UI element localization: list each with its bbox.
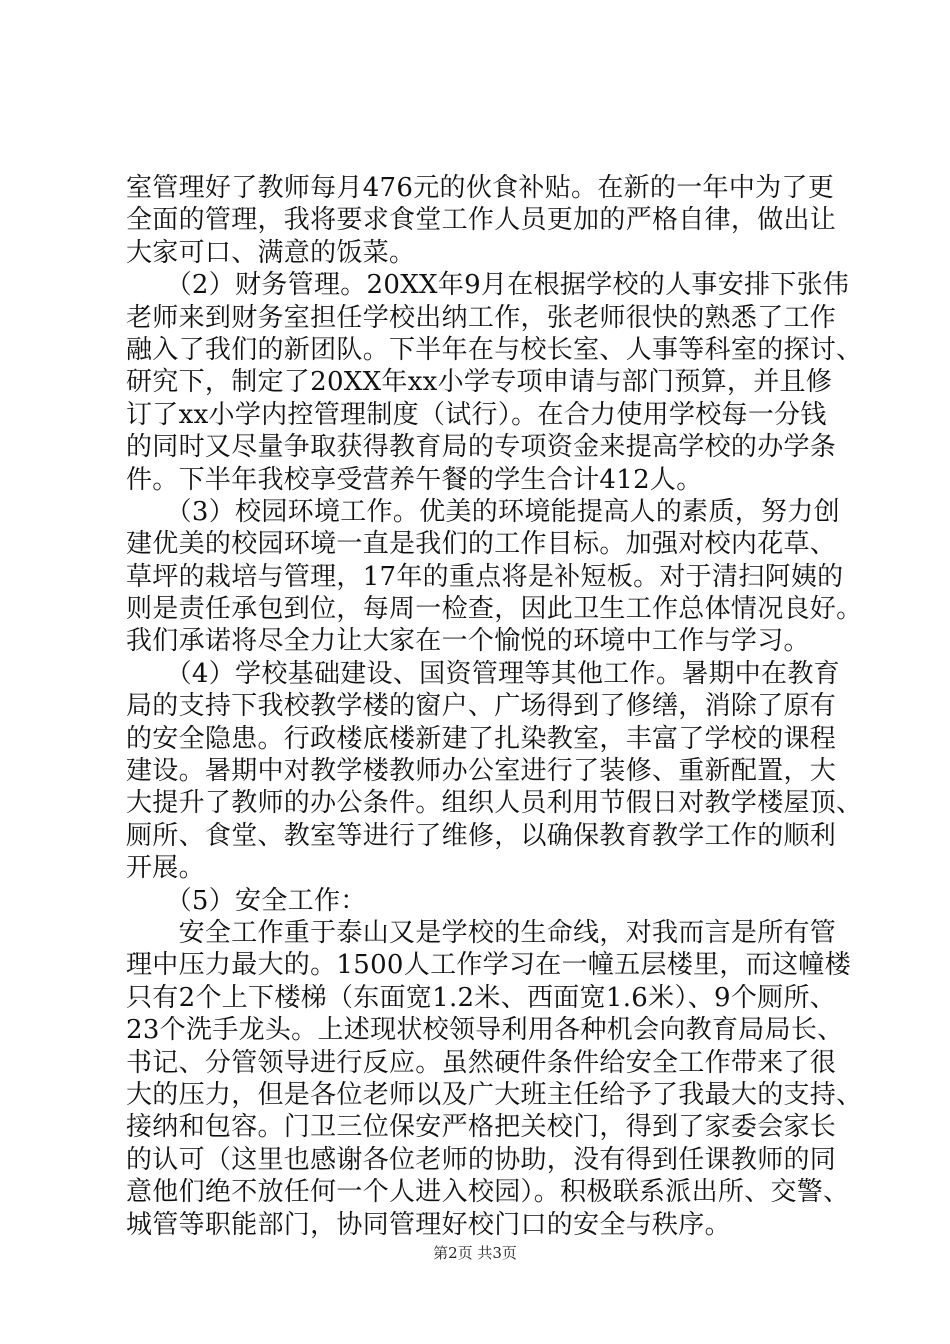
- text-line: 的同时又尽量争取获得教育局的专项资金来提高学校的办学条: [126, 432, 837, 463]
- text-line: 理中压力最大的。1500人工作学习在一幢五层楼里，而这幢楼: [126, 950, 851, 981]
- text-line: （3）校园环境工作。优美的环境能提高人的素质，努力创: [126, 496, 840, 527]
- text-line: 则是责任承包到位，每周一检查，因此卫生工作总体情况良好。: [126, 594, 863, 625]
- text-line: 件。下半年我校享受营养午餐的学生合计412人。: [126, 464, 703, 495]
- text-line: 安全工作重于泰山又是学校的生命线，对我而言是所有管: [126, 917, 837, 948]
- page-number-footer: 第2页 共3页: [433, 1244, 517, 1262]
- text-line: 局的支持下我校教学楼的窗户、广场得到了修缮，消除了原有: [126, 691, 837, 722]
- text-line: 融入了我们的新团队。下半年在与校长室、人事等科室的探讨、: [126, 334, 863, 365]
- text-line: 研究下，制定了20XX年xx小学专项申请与部门预算，并且修: [126, 367, 833, 398]
- text-line: 我们承诺将尽全力让大家在一个愉悦的环境中工作与学习。: [126, 626, 810, 657]
- text-line: 老师来到财务室担任学校出纳工作，张老师很快的熟悉了工作: [126, 302, 837, 333]
- text-line: （5）安全工作：: [126, 885, 367, 916]
- text-line: 大家可口、满意的饭菜。: [126, 237, 416, 268]
- text-line: 23个洗手龙头。上述现状校领导利用各种机会向教育局局长、: [126, 1015, 844, 1046]
- text-line: （2）财务管理。20XX年9月在根据学校的人事安排下张伟: [126, 270, 850, 301]
- text-line: 室管理好了教师每月476元的伙食补贴。在新的一年中为了更: [126, 173, 835, 203]
- text-line: 大提升了教师的办公条件。组织人员利用节假日对教学楼屋顶、: [126, 788, 863, 819]
- text-line: 开展。: [126, 853, 205, 884]
- text-line: （4）学校基础建设、国资管理等其他工作。暑期中在教育: [126, 658, 840, 689]
- text-line: 订了xx小学内控管理制度（试行）。在合力使用学校每一分钱: [126, 399, 827, 430]
- text-line: 全面的管理，我将要求食堂工作人员更加的严格自律，做出让: [126, 205, 837, 236]
- text-line: 厕所、食堂、教室等进行了维修，以确保教育教学工作的顺利: [126, 820, 837, 851]
- text-line: 只有2个上下楼梯（东面宽1.2米、西面宽1.6米）、9个厕所、: [126, 982, 837, 1013]
- text-line: 的安全隐患。行政楼底楼新建了扎染教室，丰富了学校的课程: [126, 723, 837, 754]
- text-line: 书记、分管领导进行反应。虽然硬件条件给安全工作带来了很: [126, 1047, 837, 1078]
- text-line: 建设。暑期中对教学楼教师办公室进行了装修、重新配置，大: [126, 756, 837, 787]
- text-line: 大的压力，但是各位老师以及广大班主任给予了我最大的支持、: [126, 1079, 863, 1110]
- text-line: 的认可（这里也感谢各位老师的协助，没有得到任课教师的同: [126, 1144, 837, 1175]
- document-body: [126, 172, 863, 1241]
- text-line: 接纳和包容。门卫三位保安严格把关校门，得到了家委会家长: [126, 1112, 837, 1143]
- text-line: 建优美的校园环境一直是我们的工作目标。加强对校内花草、: [126, 529, 837, 560]
- text-line: 草坪的栽培与管理，17年的重点将是补短板。对于清扫阿姨的: [126, 561, 844, 592]
- text-line: 意他们绝不放任何一个人进入校园）。积极联系派出所、交警、: [126, 1177, 850, 1208]
- text-line: 城管等职能部门，协同管理好校门口的安全与秩序。: [126, 1209, 731, 1240]
